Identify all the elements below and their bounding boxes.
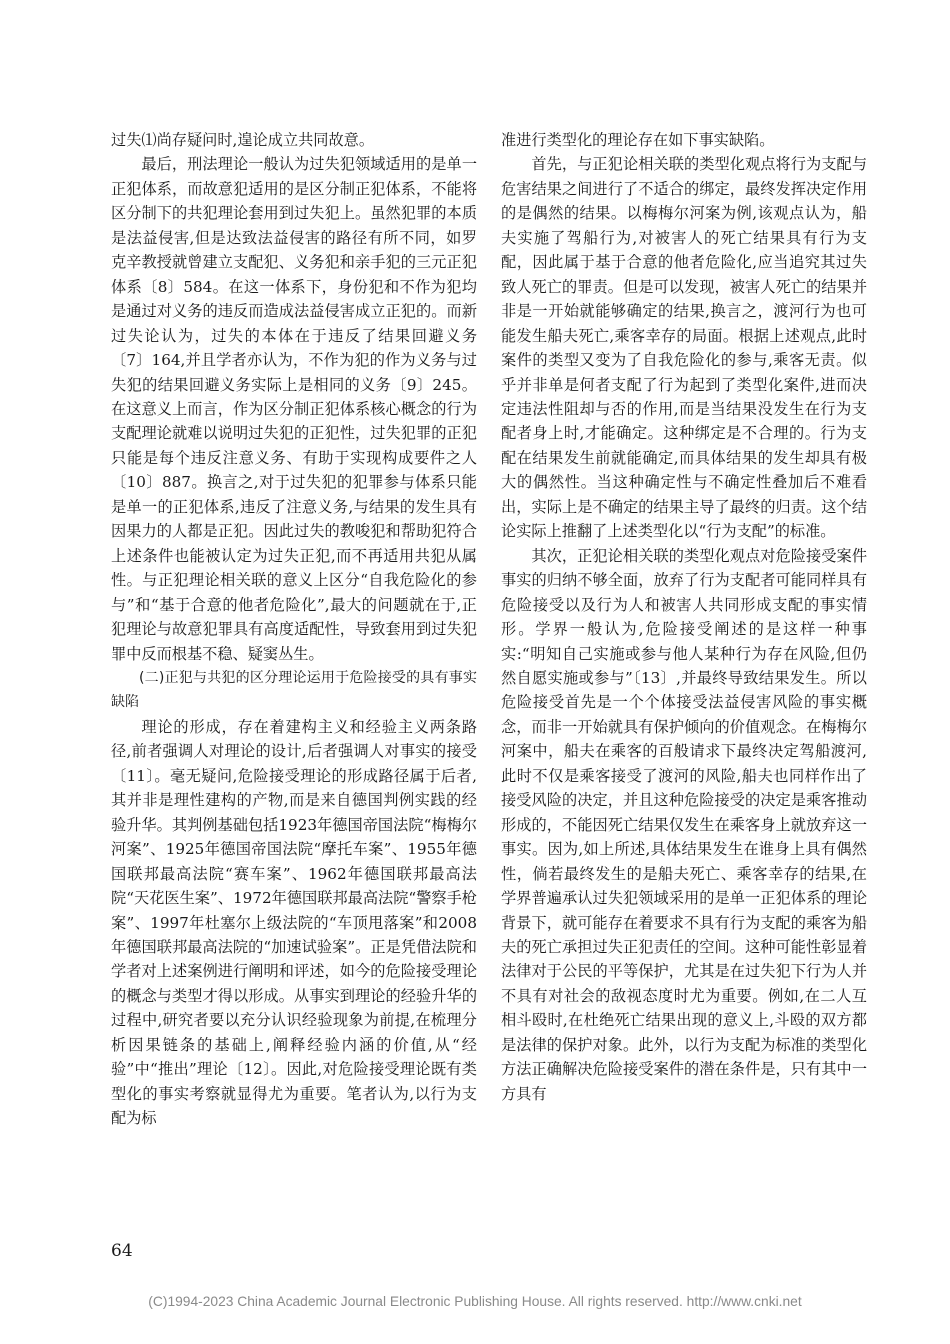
body-paragraph: 其次，正犯论相关联的类型化观点对危险接受案件事实的归纳不够全面，放弃了行为支配者可能同样具有危险接受以及行为人和被害人共同形成支配的事实情形。学界一般认为,危险接受阐述的是这样一种事实:“明知自己实施或参与他人某种行为存在风险,但仍然自愿实施或参与”〔13〕,并最终导致结果发生。所以危险接受首先是一个个体接受法益侵害风险的事实概念，而非一开始就具有保护倾向的价值观念。在梅梅尔河案中，船夫在乘客的百般请求下最终决定驾船渡河,此时不仅是乘客接受了渡河的风险,船夫也同样作出了接受风险的决定，并且这种危险接受的决定是乘客推动形成的，不能因死亡结果仅发生在乘客身上就放弃这一事实。因为,如上所述,具体结果发生在谁身上具有偶然性，倘若最终发生的是船夫死亡、乘客幸存的结果,在学界普遍承认过失犯领域采用的是单一正犯体系的理论背景下，就可能存在着要求不具有行为支配的乘客为船夫的死亡承担过失正犯责任的空间。这种可能性彰显着法律对于公民的平等保护，尤其是在过失犯下行为人并不具有对社会的敌视态度时尤为重要。例如,在二人互相斗殴时,在杜绝死亡结果出现的意义上,斗殴的双方都是法律的保护对象。此外，以行为支配为标准的类型化方法正确解决危险接受案件的潜在条件是，只有其中一方具有 xyxy=(501,546,867,1103)
right-column xyxy=(501,128,867,1106)
body-paragraph: 理论的形成，存在着建构主义和经验主义两条路径,前者强调人对理论的设计,后者强调人对事实的接受〔11〕。毫无疑问,危险接受理论的形成路径属于后者,其并非是理性建构的产物,而是来自德国判例实践的经验升华。其判例基础包括1923年德国帝国法院“梅梅尔河案”、1925年德国帝国法院“摩托车案”、1955年德国联邦最高法院“赛车案”、1962年德国联邦最高法院“天花医生案”、1972年德国联邦最高法院“警察手枪案”、1997年杜塞尔上级法院的“车顶甩落案”和2008年德国联邦最高法院的“加速试验案”。正是凭借法院和学者对上述案例进行阐明和评述，如今的危险接受理论的概念与类型才得以形成。从事实到理论的经验升华的过程中,研究者要以充分认识经验现象为前提,在梳理分析因果链条的基础上,阐释经验内涵的价值,从“经验”中“推出”理论〔12〕。因此,对危险接受理论既有类型化的事实考察就显得尤为重要。笔者认为,以行为支配为标 xyxy=(111,717,477,1128)
body-paragraph: 最后，刑法理论一般认为过失犯领域适用的是单一正犯体系，而故意犯适用的是区分制正犯体系，不能将区分制下的共犯理论套用到过失犯上。虽然犯罪的本质是法益侵害,但是达致法益侵害的路径有所不同，如罗克辛教授就曾建立支配犯、义务犯和亲手犯的三元正犯体系〔8〕584。在这一体系下，身份犯和不作为犯均是通过对义务的违反而造成法益侵害成立正犯的。而新过失论认为，过失的本体在于违反了结果回避义务〔7〕164,并且学者亦认为，不作为犯的作为义务与过失犯的结果回避义务实际上是相同的义务〔9〕245。在这意义上而言，作为区分制正犯体系核心概念的行为支配理论就难以说明过失犯的正犯性，过失犯罪的正犯只能是每个违反注意义务、有助于实现构成要件之人〔10〕887。换言之,对于过失犯的犯罪参与体系只能是单一的正犯体系,违反了注意义务,与结果的发生具有因果力的人都是正犯。因此过失的教唆犯和帮助犯符合上述条件也能被认定为过失正犯,而不再适用共犯从属性。与正犯理论相关联的意义上区分“自我危险化的参与”和“基于合意的他者危险化”,最大的问题就在于,正犯理论与故意犯罪具有高度适配性，导致套用到过失犯罪中反而根基不稳、疑窦丛生。 xyxy=(111,155,477,663)
copyright-footer: (C)1994-2023 China Academic Journal Electronic Publishing House. All rights reserved. http://www.cnki.net xyxy=(148,1294,802,1309)
section-heading: (二)正犯与共犯的区分理论运用于危险接受的具有事实缺陷 xyxy=(111,669,477,711)
page-number: 64 xyxy=(111,1241,133,1261)
body-paragraph: 过失⑴尚存疑问时,遑论成立共同故意。 xyxy=(111,131,375,149)
body-paragraph: 准进行类型化的理论存在如下事实缺陷。 xyxy=(501,131,775,149)
body-paragraph: 首先，与正犯论相关联的类型化观点将行为支配与危害结果之间进行了不适合的绑定，最终发挥决定作用的是偶然的结果。以梅梅尔河案为例,该观点认为，船夫实施了驾船行为,对被害人的死亡结果具有行为支配，因此属于基于合意的他者危险化,应当追究其过失致人死亡的罪责。但是可以发现，被害人死亡的结果并非是一开始就能够确定的结果,换言之，渡河行为也可能发生船夫死亡,乘客幸存的局面。根据上述观点,此时案件的类型又变为了自我危险化的参与,乘客无责。似乎并非单是何者支配了行为起到了类型化案件,进而决定违法性阻却与否的作用,而是当结果没发生在行为支配者身上时,才能确定。这种绑定是不合理的。行为支配在结果发生前就能确定,而具体结果的发生却具有极大的偶然性。当这种确定性与不确定性叠加后不难看出，实际上是不确定的结果主导了最终的归责。这个结论实际上推翻了上述类型化以“行为支配”的标准。 xyxy=(501,155,867,541)
left-column xyxy=(111,128,477,1131)
